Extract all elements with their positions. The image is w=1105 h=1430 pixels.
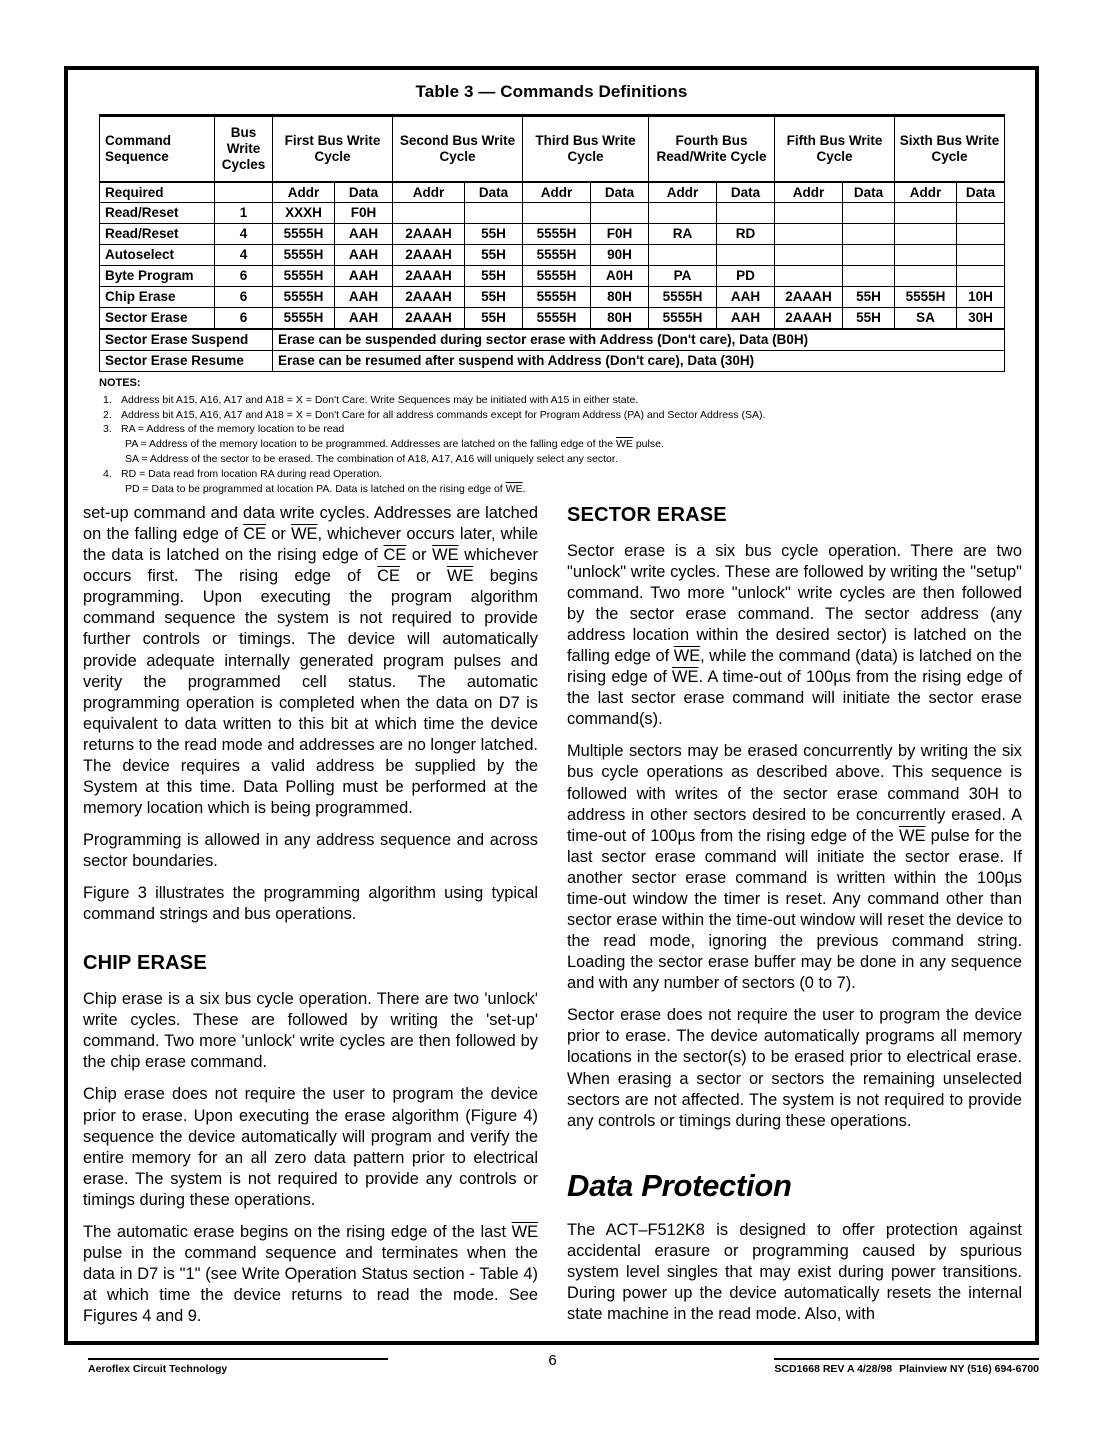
text-run: , whichever occurs later, while the data is latched on the rising edge of — [83, 525, 538, 565]
table-notes — [99, 376, 979, 497]
we-signal-overline: $\overline{WE}$ — [615, 438, 633, 451]
table-row — [100, 245, 1005, 266]
cell — [957, 224, 1005, 245]
row-cycles: 4 — [215, 224, 273, 245]
cell — [957, 245, 1005, 266]
text-run: Multiple sectors may be erased concurrently by writing the six bus cycle operations as described above. This sequence is followed with writes of the sector erase command 30H to address in other sectors desired to be concurrently erased. A time-out of 100µs from the rising edge of the — [567, 742, 1022, 845]
note-subline — [99, 437, 979, 452]
cell: A0H — [591, 266, 649, 287]
span-row-text: Erase can be suspended during sector erase with Address (Don't care), Data (B0H) — [273, 329, 1005, 350]
note-text: Address bit A15, A16, A17 and A18 = X = Don't Care. Write Sequences may be initiated with A15 in either state. — [121, 393, 639, 406]
cell: RD — [717, 224, 775, 245]
we-signal-overline: $\overline{WE}$ — [672, 668, 699, 687]
cell — [775, 245, 843, 266]
note-number: 3. — [103, 423, 112, 436]
table-row — [100, 203, 1005, 224]
span-row-label: Sector Erase Resume — [100, 350, 273, 371]
cell: 5555H — [649, 287, 717, 308]
header-first-bus-write-cycle: First Bus Write Cycle — [273, 116, 393, 182]
text-run: . A time-out of 100µs from the rising edge of the last sector erase command will initiate the sector erase command(s). — [567, 668, 1022, 729]
cell: F0H — [591, 224, 649, 245]
heading-sector-erase: SECTOR ERASE — [567, 504, 727, 526]
cell — [895, 203, 957, 224]
subheader-data-4: Data — [717, 182, 775, 203]
note-text: RA = Address of the memory location to be read — [121, 423, 345, 436]
text-run: or — [266, 525, 292, 544]
cell — [717, 203, 775, 224]
we-signal-overline: $\overline{WE}$ — [505, 483, 523, 496]
commands-definitions-table — [99, 114, 1004, 372]
note-text: Address bit A15, A16, A17 and A18 = X = Don't Care for all address commands except for Program Address (PA) and Sector Address (SA). — [121, 408, 766, 421]
table-row — [100, 308, 1005, 329]
paragraph-program-continuation — [83, 503, 538, 819]
subheader-addr-1: Addr — [273, 182, 335, 203]
note-number: 1. — [103, 393, 112, 406]
we-signal-overline: $\overline{WE}$ — [432, 546, 459, 565]
header-sixth-bus-write-cycle: Sixth Bus Write Cycle — [895, 116, 1005, 182]
subheader-cycles-blank — [215, 182, 273, 203]
subheader-addr-5: Addr — [775, 182, 843, 203]
cell — [649, 245, 717, 266]
text-run: begins programming. Upon executing the program algorithm command sequence the system is not required to provide further controls or timings. The device will automatically provide adequate internally generated program pulses and verity the programmed cell status. The automatic programming operation is completed when the data on D7 is equivalent to data written to this bit at which time the device returns to the read mode and addresses are no longer latched. The device requires a valid address be supplied by the System at this time. Data Polling must be performed at the memory location which is being programmed. — [83, 567, 538, 818]
cell — [957, 266, 1005, 287]
span-row-text: Erase can be resumed after suspend with Address (Don't care), Data (30H) — [273, 350, 1005, 371]
cell: 5555H — [273, 224, 335, 245]
note-number: 2. — [103, 408, 112, 421]
table-row — [100, 287, 1005, 308]
notes-title: NOTES: — [99, 377, 141, 389]
cell: 5555H — [895, 287, 957, 308]
note-number: 4. — [103, 468, 112, 481]
cell: 55H — [465, 224, 523, 245]
we-signal-overline: $\overline{WE}$ — [291, 525, 318, 544]
note-item — [99, 467, 979, 482]
paragraph-sector-erase-1 — [567, 541, 1022, 731]
cell: 2AAAH — [775, 287, 843, 308]
header-command-sequence: Command Sequence — [100, 116, 215, 182]
footer-company: Aeroflex Circuit Technology — [88, 1358, 388, 1375]
subheader-addr-3: Addr — [523, 182, 591, 203]
cell: 5555H — [523, 245, 591, 266]
header-second-bus-write-cycle: Second Bus Write Cycle — [393, 116, 523, 182]
note-subline-post: pulse. — [632, 438, 664, 451]
table-row-sector-erase-resume — [100, 350, 1005, 371]
table-title: Table 3 — Commands Definitions — [415, 82, 688, 101]
cell: 5555H — [273, 245, 335, 266]
ce-signal-overline: $\overline{CE}$ — [377, 567, 400, 586]
text-run: pulse in the command sequence and terminates when the data in D7 is "1" (see Write Operation Status section - Table 4) at which time the device returns to read the mode. See Figures 4 and 9. — [83, 1244, 538, 1326]
heading-chip-erase: CHIP ERASE — [83, 952, 207, 975]
table-row — [100, 266, 1005, 287]
paragraph-figure3: Figure 3 illustrates the programming algorithm using typical command strings and bus operations. — [83, 884, 538, 924]
header-fifth-bus-write-cycle: Fifth Bus Write Cycle — [775, 116, 895, 182]
text-run: Sector erase is a six bus cycle operation. There are two "unlock" write cycles. These are followed by writing the "setup" command. Two more "unlock" write cycles are then followed by the sector erase command. The sector address (any address location within the desired sector) is latched on the falling edge of — [567, 541, 1022, 666]
cell: 55H — [843, 308, 895, 329]
note-item — [99, 393, 979, 408]
row-sequence: Read/Reset — [100, 203, 215, 224]
row-cycles: 4 — [215, 245, 273, 266]
row-sequence: Sector Erase — [100, 308, 215, 329]
cell: 2AAAH — [393, 224, 465, 245]
cell: AAH — [717, 287, 775, 308]
body-column-left — [83, 503, 538, 1327]
cell — [843, 245, 895, 266]
cell: 5555H — [523, 224, 591, 245]
cell: 2AAAH — [393, 308, 465, 329]
cell: 5555H — [523, 308, 591, 329]
cell: 55H — [465, 308, 523, 329]
row-cycles: 6 — [215, 266, 273, 287]
cell: AAH — [335, 308, 393, 329]
span-row-label: Sector Erase Suspend — [100, 329, 273, 350]
cell: 55H — [465, 266, 523, 287]
cell: 55H — [465, 245, 523, 266]
text-run: or — [406, 546, 433, 565]
cell: RA — [649, 224, 717, 245]
paragraph-chip-erase-3 — [83, 1222, 538, 1327]
we-signal-overline: $\overline{WE}$ — [899, 826, 926, 845]
cell — [895, 224, 957, 245]
paragraph-data-protection-1: The ACT–F512K8 is designed to offer protection against accidental erasure or programming caused by spurious system level singles that may exist during power transitions. During power up the device automatically resets the internal state machine in the read mode. Also, with — [567, 1220, 1022, 1323]
cell — [895, 266, 957, 287]
subheader-data-6: Data — [957, 182, 1005, 203]
header-third-bus-write-cycle: Third Bus Write Cycle — [523, 116, 649, 182]
paragraph-chip-erase-2: Chip erase does not require the user to program the device prior to erase. Upon executing the erase algorithm (Figure 4) sequence the device automatically will program and verify the entire memory for an all zero data pattern prior to electrical erase. The system is not required to provide any controls or timings during these operations. — [83, 1085, 538, 1209]
note-subline-pre: PA = Address of the memory location to be programmed. Addresses are latched on the falling edge of the — [125, 438, 616, 451]
cell: AAH — [335, 224, 393, 245]
page-footer — [0, 1352, 1105, 1392]
heading-data-protection: Data Protection — [567, 1167, 792, 1203]
table-subheader-row — [100, 182, 1005, 203]
cell — [775, 266, 843, 287]
footer-doc-revision: SCD1668 REV A 4/28/98 — [774, 1363, 893, 1375]
row-cycles: 1 — [215, 203, 273, 224]
cell — [775, 224, 843, 245]
row-sequence: Autoselect — [100, 245, 215, 266]
cell: 5555H — [273, 287, 335, 308]
cell — [393, 203, 465, 224]
cell: 2AAAH — [393, 287, 465, 308]
cell: PA — [649, 266, 717, 287]
note-text: RD = Data read from location RA during read Operation. — [121, 468, 383, 481]
row-cycles: 6 — [215, 287, 273, 308]
subheader-addr-2: Addr — [393, 182, 465, 203]
subheader-data-5: Data — [843, 182, 895, 203]
cell: 5555H — [523, 266, 591, 287]
note-subline: SA = Address of the sector to be erased. The combination of A18, A17, A16 will uniquely select any sector. — [125, 453, 618, 466]
cell: 5555H — [649, 308, 717, 329]
text-run: or — [399, 567, 448, 586]
paragraph-chip-erase-1: Chip erase is a six bus cycle operation. There are two 'unlock' write cycles. These are followed by writing the 'set-up' command. Two more 'unlock' write cycles are then followed by the chip erase command. — [83, 990, 538, 1072]
text-run: set-up command and data write cycles. Addresses are latched on the falling edge of — [83, 504, 538, 544]
cell: AAH — [335, 245, 393, 266]
note-item — [99, 408, 979, 423]
cell: 5555H — [523, 287, 591, 308]
cell — [649, 203, 717, 224]
we-signal-overline: $\overline{WE}$ — [511, 1222, 538, 1241]
footer-doc-info — [774, 1358, 1039, 1375]
we-signal-overline: $\overline{WE}$ — [673, 647, 701, 666]
row-sequence: Byte Program — [100, 266, 215, 287]
cell — [957, 203, 1005, 224]
cell: AAH — [717, 308, 775, 329]
header-bus-write-cycles: Bus Write Cycles — [215, 116, 273, 182]
cell — [843, 224, 895, 245]
row-sequence: Read/Reset — [100, 224, 215, 245]
cell: AAH — [335, 287, 393, 308]
note-subline-pre: PD = Data to be programmed at location PA. Data is latched on the rising edge of — [125, 483, 506, 496]
cell — [775, 203, 843, 224]
table-group-header-row — [100, 116, 1005, 182]
text-run: pulse for the last sector erase command will initiate the sector erase. If another sector erase command is written within the 100µs time-out window the timer is reset. Any command other than sector erase within the time-out window will reset the device to the read mode, ignoring the previous command string. Loading the sector erase buffer may be done in any sequence and with any number of sectors (0 to 7). — [567, 826, 1022, 993]
cell — [717, 245, 775, 266]
ce-signal-overline: $\overline{CE}$ — [243, 525, 266, 544]
cell — [523, 203, 591, 224]
cell: SA — [895, 308, 957, 329]
footer-page-number: 6 — [548, 1352, 557, 1369]
text-run: The automatic erase begins on the rising edge of the last — [83, 1222, 512, 1241]
table-row — [100, 224, 1005, 245]
footer-location: Plainview NY (516) 694-6700 — [899, 1363, 1039, 1375]
ce-signal-overline: $\overline{CE}$ — [383, 546, 407, 565]
paragraph-sector-erase-2 — [567, 741, 1022, 994]
cell — [465, 203, 523, 224]
table-row-sector-erase-suspend — [100, 329, 1005, 350]
cell: PD — [717, 266, 775, 287]
cell: 2AAAH — [393, 245, 465, 266]
body-column-right — [567, 503, 1022, 1325]
we-signal-overline: $\overline{WE}$ — [447, 567, 474, 586]
cell: 2AAAH — [393, 266, 465, 287]
header-fourth-bus-read-write-cycle: Fourth Bus Read/Write Cycle — [649, 116, 775, 182]
cell: 30H — [957, 308, 1005, 329]
paragraph-programming-sequence: Programming is allowed in any address sequence and across sector boundaries. — [83, 831, 538, 871]
subheader-addr-4: Addr — [649, 182, 717, 203]
cell: 55H — [465, 287, 523, 308]
cell: 55H — [843, 287, 895, 308]
row-sequence: Chip Erase — [100, 287, 215, 308]
cell: XXXH — [273, 203, 335, 224]
note-item — [99, 422, 979, 437]
cell — [591, 203, 649, 224]
paragraph-sector-erase-3: Sector erase does not require the user to program the device prior to erase. The device automatically programs all memory locations in the sector(s) to be erased prior to electrical erase. When erasing a sector or sectors the remaining unselected sectors are not affected. The system is not required to provide any controls or timings during these operations. — [567, 1006, 1022, 1130]
subheader-required-label: Required — [100, 182, 215, 203]
note-subline-post: . — [522, 483, 526, 496]
cell — [843, 266, 895, 287]
cell: F0H — [335, 203, 393, 224]
cell: 5555H — [273, 308, 335, 329]
text-run: whichever occurs first. The rising edge of — [83, 546, 538, 586]
cell: 2AAAH — [775, 308, 843, 329]
cell — [895, 245, 957, 266]
subheader-addr-6: Addr — [895, 182, 957, 203]
cell: AAH — [335, 266, 393, 287]
cell: 5555H — [273, 266, 335, 287]
subheader-data-2: Data — [465, 182, 523, 203]
note-subline — [99, 482, 979, 497]
cell: 80H — [591, 287, 649, 308]
text-run: , while the command (data) is latched on the rising edge of — [567, 647, 1022, 687]
cell: 10H — [957, 287, 1005, 308]
cell: 80H — [591, 308, 649, 329]
cell: 90H — [591, 245, 649, 266]
row-cycles: 6 — [215, 308, 273, 329]
cell — [843, 203, 895, 224]
subheader-data-3: Data — [591, 182, 649, 203]
subheader-data-1: Data — [335, 182, 393, 203]
